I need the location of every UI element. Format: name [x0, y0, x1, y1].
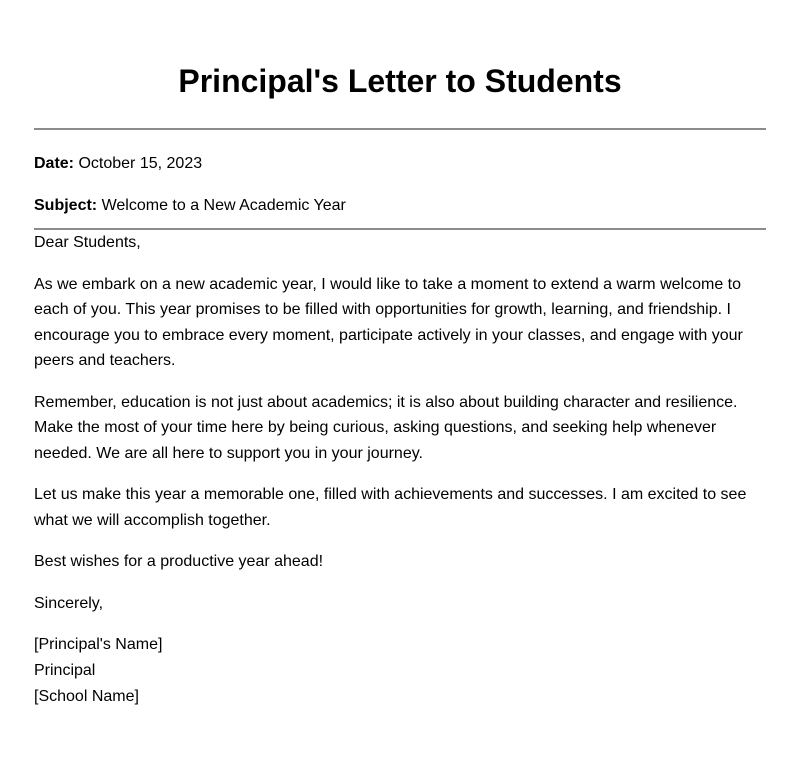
signature-school: [School Name]	[34, 688, 139, 705]
letter-body	[34, 230, 766, 710]
subject-line	[34, 196, 766, 216]
page-title: Principal's Letter to Students	[178, 63, 622, 99]
date-line	[34, 154, 766, 174]
paragraph-3: Let us make this year a memorable one, filled with achievements and successes. I am excited to see what we will accomplish together.	[34, 486, 747, 529]
paragraph-4: Best wishes for a productive year ahead!	[34, 553, 324, 570]
header-divider	[34, 128, 766, 130]
subject-label: Subject:	[34, 197, 98, 214]
signature-block	[34, 632, 766, 710]
subject-value: Welcome to a New Academic Year	[101, 197, 346, 214]
date-label: Date:	[34, 155, 75, 172]
paragraph-2: Remember, education is not just about academics; it is also about building character and resilience. Make the most of your time here by being curious, asking questions, and seeking help whenever needed. We are all here to support you in your journey.	[34, 393, 738, 462]
greeting: Dear Students,	[34, 234, 141, 251]
paragraph-1: As we embark on a new academic year, I would like to take a moment to extend a warm welcome to each of you. This year promises to be filled with opportunities for growth, learning, and friendship. I encourage you to embrace every moment, participate actively in your classes, and engage with your peers and teachers.	[34, 275, 743, 369]
closing: Sincerely,	[34, 594, 104, 612]
signature-role: Principal	[34, 662, 96, 679]
signature-name: [Principal's Name]	[34, 636, 163, 653]
date-value: October 15, 2023	[78, 155, 203, 172]
